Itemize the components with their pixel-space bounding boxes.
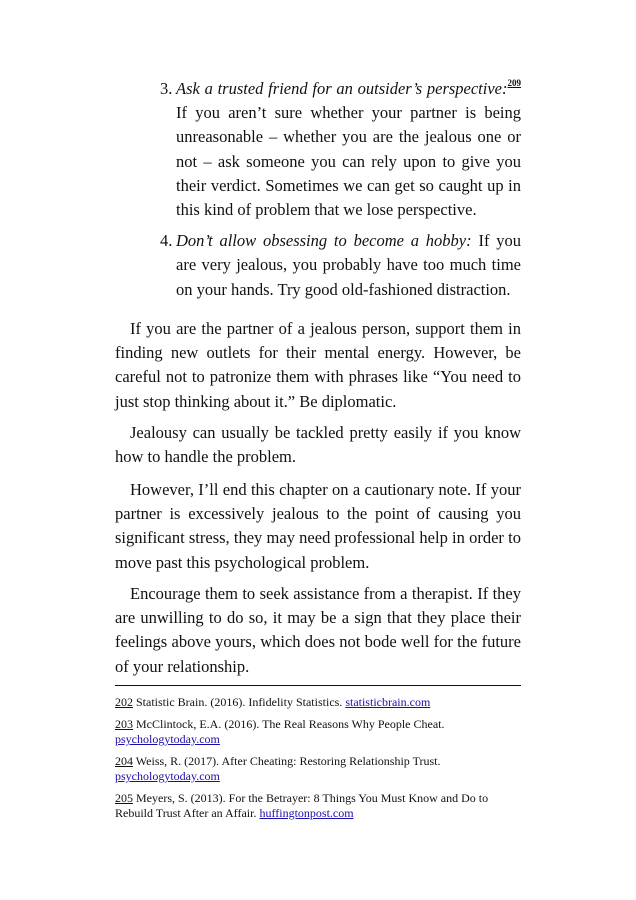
footnote-text: Meyers, S. (2013). For the Betrayer: 8 Things You Must Know and Do to Rebuild Trust After an Affair. (115, 791, 489, 820)
footnote (115, 791, 521, 821)
list-item-heading: Ask a trusted friend for an outsider’s perspective: (176, 79, 508, 98)
footnote-text: Weiss, R. (2017). After Cheating: Restoring Relationship Trust. (135, 754, 441, 768)
footnote-divider (115, 685, 521, 686)
footnote (115, 717, 521, 747)
footnote-text: McClintock, E.A. (2016). The Real Reasons Why People Cheat. (136, 717, 445, 731)
list-item-number: 4. (160, 231, 173, 251)
footnote (115, 695, 521, 710)
list-item-text: If you are very jealous, you probably have too much time on your hands. Try good old-fashioned distraction. (176, 231, 521, 299)
list-item-number: 3. (160, 79, 173, 98)
footnote-number[interactable]: 205 (115, 791, 133, 805)
body-paragraph: If you are the partner of a jealous person, support them in finding new outlets for their mental energy. However, be careful not to patronize them with phrases like “You need to just stop thinking about it.” Be diplomatic. (115, 319, 521, 411)
footnote-number[interactable]: 204 (115, 754, 133, 768)
body-paragraph: Jealousy can usually be tackled pretty easily if you know how to handle the problem. (115, 423, 521, 467)
footnote-link[interactable]: statisticbrain.com (345, 695, 431, 709)
list-item-text: If you aren’t sure whether your partner is being unreasonable – whether you are the jealous one or not – ask someone you can rely upon to give you their verdict. Sometimes we can get so caught up in this kind of problem that we lose perspective. (176, 103, 521, 220)
list-item (160, 77, 521, 222)
footnotes (115, 695, 521, 828)
footnote-reference[interactable]: 209 (507, 77, 521, 88)
footnote-text: Statistic Brain. (2016). Infidelity Statistics. (136, 695, 343, 709)
footnote-number[interactable]: 202 (115, 695, 133, 709)
list-item-heading: Don’t allow obsessing to become a hobby: (176, 231, 472, 251)
footnote-link[interactable]: huffingtonpost.com (259, 806, 354, 820)
footnote-number[interactable]: 203 (115, 717, 133, 731)
body-paragraph: However, I’ll end this chapter on a cautionary note. If your partner is excessively jealous to the point of causing you significant stress, they may need professional help in order to move past this psychological problem. (115, 480, 521, 572)
footnote-link[interactable]: psychologytoday.com (115, 732, 220, 746)
footnote-link[interactable]: psychologytoday.com (115, 769, 220, 783)
footnote (115, 754, 521, 784)
body-paragraph: Encourage them to seek assistance from a therapist. If they are unwilling to do so, it may be a sign that they place their feelings above yours, which does not bode well for the future of your relationship. (115, 584, 521, 676)
numbered-list (160, 77, 521, 302)
list-item (160, 229, 521, 302)
